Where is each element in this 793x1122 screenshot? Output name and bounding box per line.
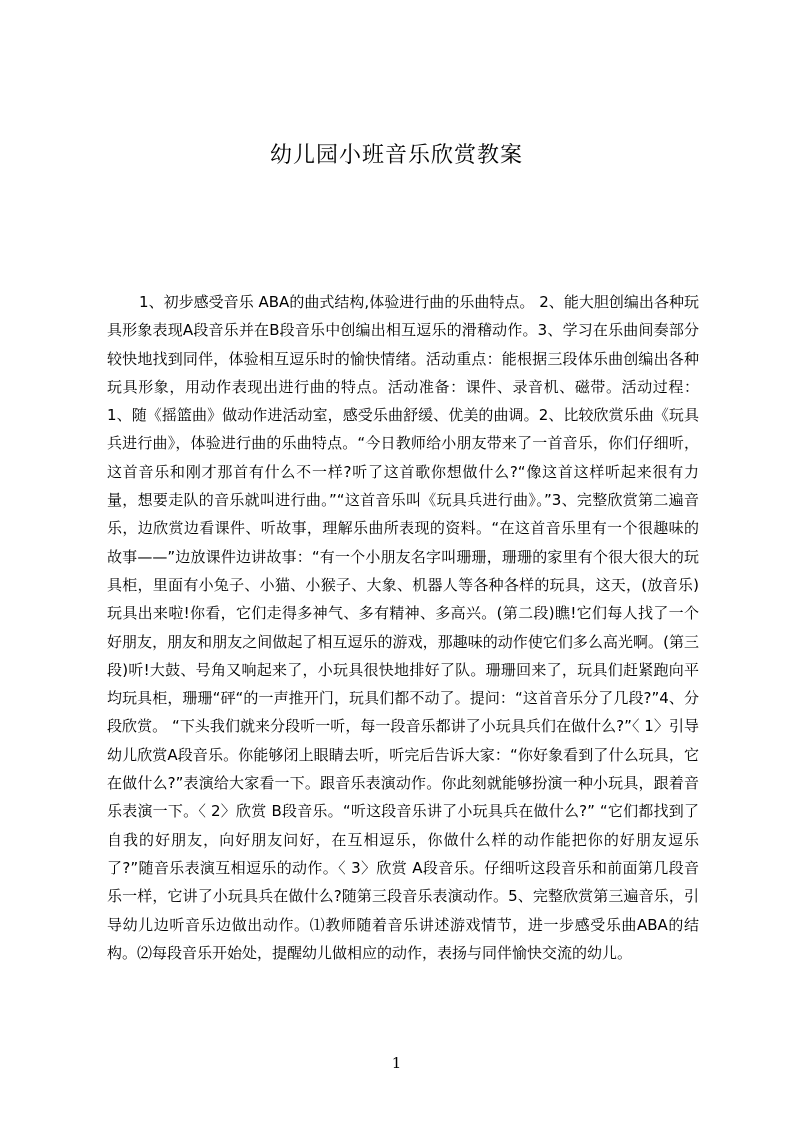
document-body-paragraph: 1、初步感受音乐 ABA的曲式结构,体验进行曲的乐曲特点。 2、能大胆创编出各种玩具形象表现A段音乐并在B段音乐中创编出相互逗乐的滑稽动作。3、学习在乐曲间奏部分较快地找到同伴，体验相互逗乐时的愉快情绪。活动重点：能根据三段体乐曲创编出各种玩具形象，用动作表现出进行曲的特点。活动准备：课件、录音机、磁带。活动过程：1、随《摇篮曲》做动作进活动室，感受乐曲舒缓、优美的曲调。2、比较欣赏乐曲《玩具兵进行曲》，体验进行曲的乐曲特点。“今日教师给小朋友带来了一首音乐，你们仔细听，这首音乐和刚才那首有什么不一样?听了这首歌你想做什么?“像这首这样听起来很有力量，想要走队的音乐就叫进行曲。”“这首音乐叫《玩具兵进行曲》。”3、完整欣赏第二遍音乐，边欣赏边看课件、听故事，理解乐曲所表现的资料。“在这首音乐里有一个很趣味的故事——”边放课件边讲故事：“有一个小朋友名字叫珊珊，珊珊的家里有个很大很大的玩具柜，里面有小兔子、小猫、小猴子、大象、机器人等各种各样的玩具，这天，(放音乐)玩具出来啦!你看，它们走得多神气、多有精神、多高兴。(第二段)瞧!它们每人找了一个好朋友，朋友和朋友之间做起了相互逗乐的游戏，那趣味的动作使它们多么高光啊。(第三段)听!大鼓、号角又响起来了，小玩具很快地排好了队。珊珊回来了，玩具们赶紧跑向平均玩具柜，珊珊“砰“的一声推开门，玩具们都不动了。提问：“这首音乐分了几段?”4、分段欣赏。 “下头我们就来分段听一听，每一段音乐都讲了小玩具兵们在做什么?”〈 1〉引导幼儿欣赏A段音乐。你能够闭上眼睛去听，听完后告诉大家：“你好象看到了什么玩具，它在做什么?”表演给大家看一下。跟音乐表演动作。你此刻就能够扮演一种小玩具，跟着音乐表演一下。〈 2〉欣赏 B段音乐。“听这段音乐讲了小玩具兵在做什么?” “它们都找到了自我的好朋友，向好朋友问好，在互相逗乐，你做什么样的动作能把你的好朋友逗乐了?”随音乐表演互相逗乐的动作。〈 3〉欣赏 A段音乐。仔细听这段音乐和前面第几段音乐一样，它讲了小玩具兵在做什么?随第三段音乐表演动作。5、完整欣赏第三遍音乐，引导幼儿边听音乐边做出动作。⑴教师随着音乐讲述游戏情节，进一步感受乐曲ABA的结构。⑵每段音乐开始处，提醒幼儿做相应的动作，表扬与同伴愉快交流的幼儿。 bbox=[107, 293, 699, 962]
document-title: 幼儿园小班音乐欣赏教案 bbox=[269, 143, 523, 168]
page-number: 1 bbox=[391, 1054, 402, 1072]
